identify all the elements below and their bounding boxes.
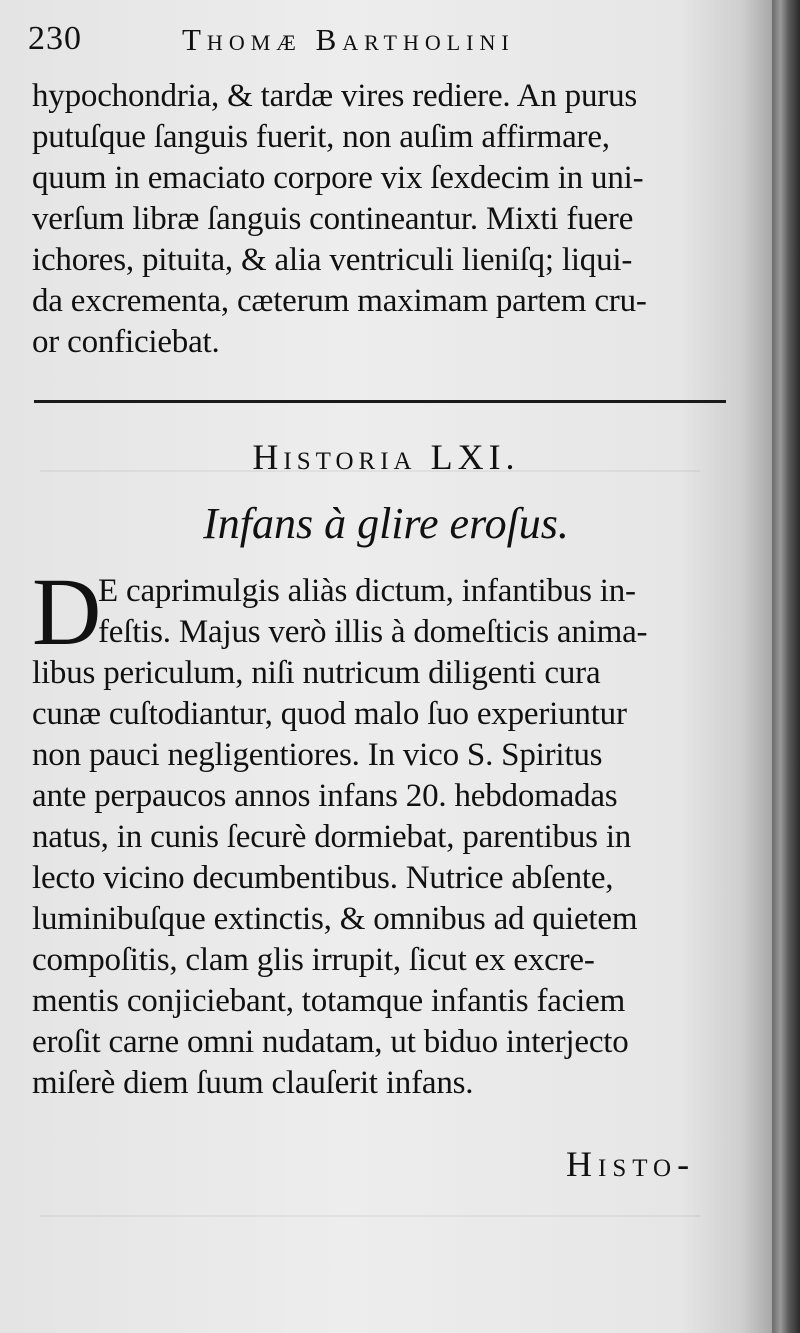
text-line: natus, in cunis ſecurè dormiebat, parentibus in xyxy=(32,819,632,855)
text-line: hypochondria, & tardæ vires rediere. An purus xyxy=(32,78,638,114)
show-through-mark xyxy=(40,1215,700,1217)
text-line: lecto vicino decumbentibus. Nutrice abſente, xyxy=(32,860,614,896)
text-line: libus periculum, niſi nutricum diligenti cura xyxy=(32,655,601,691)
text-line: putuſque ſanguis fuerit, non auſim affirmare, xyxy=(32,119,610,155)
text-line: ante perpaucos annos infans 20. hebdomadas xyxy=(32,778,618,814)
book-gutter xyxy=(772,0,800,1333)
catchword: Histo- xyxy=(566,1144,696,1184)
text-line: luminibuſque extinctis, & omnibus ad quietem xyxy=(32,901,638,937)
text-line: miſerè diem ſuum clauſerit infans. xyxy=(32,1065,474,1101)
text-line: quum in emaciato corpore vix ſexdecim in uni- xyxy=(32,160,644,196)
text-line: cunæ cuſtodiantur, quod malo ſuo experiuntur xyxy=(32,696,627,732)
text-line: eroſit carne omni nudatam, ut biduo interjecto xyxy=(32,1024,629,1060)
text-line: compoſitis, clam glis irrupit, ſicut ex excre- xyxy=(32,942,595,978)
text-line: non pauci negligentiores. In vico S. Spiritus xyxy=(32,737,603,773)
text-line: E caprimulgis aliàs dictum, infantibus in- xyxy=(98,573,636,609)
historia-paragraph xyxy=(32,558,732,1104)
page-number: 230 xyxy=(28,20,82,57)
continuation-paragraph xyxy=(32,76,732,363)
text-line: feſtis. Majus verò illis à domeſticis anima- xyxy=(98,614,648,650)
section-title: Infans à glire eroſus. xyxy=(203,499,569,548)
drop-cap: D xyxy=(32,558,102,665)
text-line: da excrementa, cæterum maximam partem cru- xyxy=(32,283,647,319)
running-head: Thomæ Bartholini xyxy=(182,22,515,57)
section-divider xyxy=(34,400,726,403)
page-header xyxy=(28,20,728,64)
text-line: verſum libræ ſanguis contineantur. Mixti fuere xyxy=(32,201,634,237)
text-line: ichores, pituita, & alia ventriculi lieniſq; liqui- xyxy=(32,242,633,278)
show-through-mark xyxy=(40,470,700,472)
text-line: or conficiebat. xyxy=(32,324,220,360)
text-line: mentis conjiciebant, totamque infantis faciem xyxy=(32,983,626,1019)
section-heading: Historia LXI. xyxy=(252,437,520,477)
